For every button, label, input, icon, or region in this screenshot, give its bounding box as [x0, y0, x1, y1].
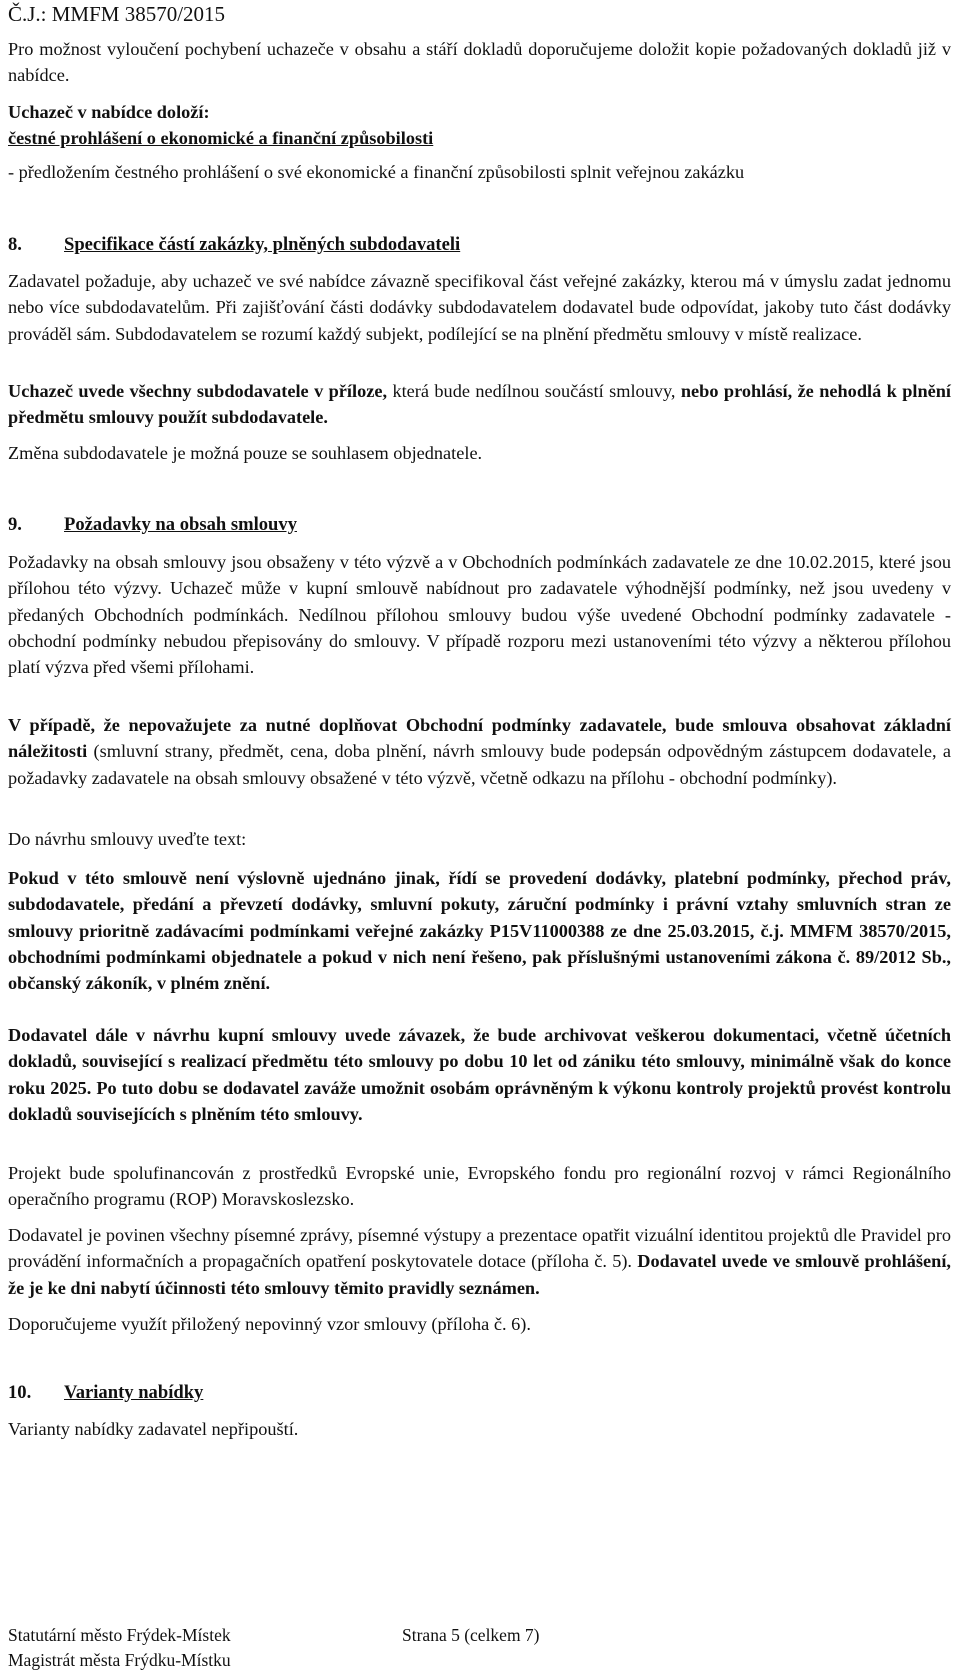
- section-9-p2-bold: V případě, že nepovažujete za nutné doplňovat Obchodní podmínky zadavatele, bude smlouva obsahovat základní náležitosti: [8, 715, 951, 762]
- section-9-template-recommendation: Doporučujeme využít přiložený nepovinný vzor smlouvy (příloha č. 6).: [8, 1314, 531, 1334]
- footer-page-number: Strana 5 (celkem 7): [402, 1625, 540, 1645]
- section-8-p2-bold-b: nebo prohlásí, že nehodlá k plnění předmětu smlouvy použít subdodavatele.: [8, 381, 951, 428]
- section-9-contract-clause: Pokud v této smlouvě není výslovně ujednáno jinak, řídí se provedení dodávky, platební podmínky, přechod práv, subdodavatele, předání a převzetí dodávky, smluvní pokuty, záruční podmínky i právní vztahy smluvních stran ze smlouvy prioritně zadávacími podmínkami veřejné zakázky P15V11000388 ze dne 25.03.2015, č.j. MMFM 38570/2015, obchodními podmínkami objednatele a pokud v nich není řešeno, pak příslušnými ustanoveními zákona č. 89/2012 Sb., občanský zákoník, v plném znění.: [8, 868, 951, 994]
- section-9-funding-paragraph: Projekt bude spolufinancován z prostředků Evropské unie, Evropského fondu pro regionální rozvoj v rámci Regionálního operačního programu (ROP) Moravskoslezsko.: [8, 1163, 951, 1210]
- section-8-number: 8.: [8, 234, 22, 255]
- section-10-title: Varianty nabídky: [64, 1382, 204, 1403]
- section-8-heading: [8, 232, 460, 258]
- section-9-number: 9.: [8, 514, 22, 535]
- footer-org-line-2: Magistrát města Frýdku-Místku: [8, 1650, 231, 1670]
- section-9-archive-clause: Dodavatel dále v návrhu kupní smlouvy uvede závazek, že bude archivovat veškerou dokumentaci, včetně účetních dokladů, související s realizací předmětu této smlouvy po dobu 10 let od zániku této smlouvy, minimálně však do konce roku 2025. Po tuto dobu se dodavatel zaváže umožnit osobám oprávněným k výkonu kontroly projektů provést kontrolu dokladů souvisejících s plněním této smlouvy.: [8, 1025, 951, 1124]
- document-page: [8, 0, 953, 1678]
- footer-org-line-1: Statutární město Frýdek-Místek: [8, 1625, 231, 1645]
- section-8-paragraph-1: Zadavatel požaduje, aby uchazeč ve své nabídce závazně specifikoval část veřejné zakázky, kterou má v úmyslu zadat jednomu nebo více subdodavatelům. Při zajišťování části dodávky subdodavatelem dodavatel bude odpovídat, jakoby tuto část dodávky prováděl sám. Subdodavatelem se rozumí každý subjekt, podílející se na plnění předmětu smlouvy v místě realizace.: [8, 271, 951, 344]
- section-8-paragraph-3: Změna subdodavatele je možná pouze se souhlasem objednatele.: [8, 443, 483, 463]
- document-reference: Č.J.: MMFM 38570/2015: [8, 2, 226, 26]
- section-8-paragraph-2: [8, 378, 951, 431]
- section-10-paragraph: Varianty nabídky zadavatel nepřipouští.: [8, 1419, 299, 1439]
- intro-declaration-title: čestné prohlášení o ekonomické a finanční způsobilosti: [8, 128, 434, 148]
- section-9-paragraph-3: Do návrhu smlouvy uveďte text:: [8, 829, 247, 849]
- section-9-p7-normal: Dodavatel je povinen všechny písemné zprávy, písemné výstupy a prezentace opatřit vizuální identitou projektů dle Pravidel pro provádění informačních a propagačních opatření poskytovatele dotace (příloha č. 5).: [8, 1225, 951, 1272]
- intro-subtitle: Uchazeč v nabídce doloží:: [8, 102, 210, 122]
- section-9-p7-bold: Dodavatel uvede ve smlouvě prohlášení, že je ke dni nabytí účinnosti této smlouvy těmito pravidly seznámen.: [8, 1251, 951, 1298]
- section-10-heading: [8, 1380, 203, 1406]
- intro-paragraph: Pro možnost vyloučení pochybení uchazeče v obsahu a stáří dokladů doporučujeme doložit kopie požadovaných dokladů již v nabídce.: [8, 39, 951, 86]
- section-9-title: Požadavky na obsah smlouvy: [64, 514, 297, 535]
- page-footer: [8, 1623, 540, 1673]
- section-9-p2-normal: (smluvní strany, předmět, cena, doba plnění, návrh smlouvy bude podepsán odpovědným zástupcem dodavatele, a požadavky zadavatele na obsah smlouvy obsažené v této výzvě, včetně odkazu na přílohu - obchodní podmínky).: [8, 741, 951, 788]
- section-9-paragraph-2: [8, 712, 951, 791]
- section-9-paragraph-1: Požadavky na obsah smlouvy jsou obsaženy v této výzvě a v Obchodních podmínkách zadavatele ze dne 10.02.2015, které jsou přílohou této výzvy. Uchazeč může v kupní smlouvě nabídnout pro zadavatele výhodnější podmínky, než jsou uvedeny v předaných Obchodních podmínkách. Nedílnou přílohou smlouvy budou výše uvedené Obchodní podmínky zadavatele - obchodní podmínky nebudou přepisovány do smlouvy. V případě rozporu mezi ustanoveními této výzvy a některou přílohou platí výzva před všemi přílohami.: [8, 552, 951, 678]
- section-10-number: 10.: [8, 1382, 32, 1403]
- section-9-visual-identity-paragraph: [8, 1222, 951, 1301]
- section-8-title: Specifikace částí zakázky, plněných subdodavateli: [64, 234, 461, 255]
- intro-declaration-text: - předložením čestného prohlášení o své ekonomické a finanční způsobilosti splnit veřejnou zakázku: [8, 162, 745, 182]
- section-8-p2-normal: která bude nedílnou součástí smlouvy,: [387, 381, 681, 401]
- section-9-heading: [8, 512, 297, 538]
- section-8-p2-bold-a: Uchazeč uvede všechny subdodavatele v příloze,: [8, 381, 388, 401]
